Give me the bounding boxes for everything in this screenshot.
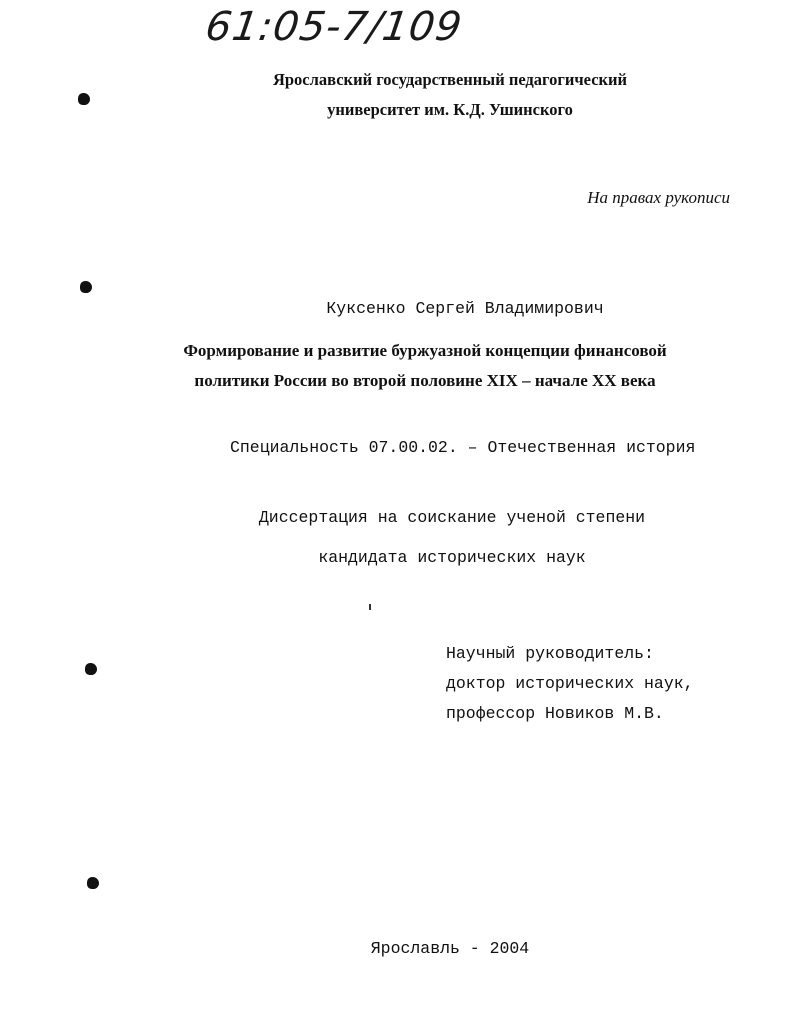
punch-hole-icon — [80, 281, 92, 293]
degree-line-2: кандидата исторических наук — [318, 548, 586, 567]
university-name — [0, 65, 796, 125]
author-name: Куксенко Сергей Владимирович — [326, 299, 604, 318]
specialty: Специальность 07.00.02. – Отечественная история — [230, 438, 696, 457]
manuscript-rights-note: На правах рукописи — [587, 188, 730, 207]
title-line-2: политики России во второй половине XIX – начале XX века — [194, 371, 656, 390]
degree-line-1: Диссертация на соискание ученой степени — [258, 508, 646, 527]
punch-hole-icon — [78, 93, 90, 105]
university-line-1: Ярославский государственный педагогический — [272, 70, 628, 89]
degree-statement — [0, 498, 796, 578]
handwritten-archive-code: 61:05-7/109 — [202, 4, 466, 50]
dissertation-title — [0, 336, 796, 396]
supervisor-name: профессор Новиков М.В. — [446, 704, 664, 723]
punch-hole-icon — [85, 663, 97, 675]
supervisor-label: Научный руководитель: — [446, 644, 654, 663]
city-year: Ярославль - 2004 — [370, 939, 530, 958]
punch-hole-icon — [87, 877, 99, 889]
supervisor-block — [446, 639, 694, 729]
stray-mark — [369, 604, 371, 610]
supervisor-degree: доктор исторических наук, — [446, 674, 694, 693]
university-line-2: университет им. К.Д. Ушинского — [327, 100, 573, 119]
title-line-1: Формирование и развитие буржуазной концепции финансовой — [183, 341, 667, 360]
